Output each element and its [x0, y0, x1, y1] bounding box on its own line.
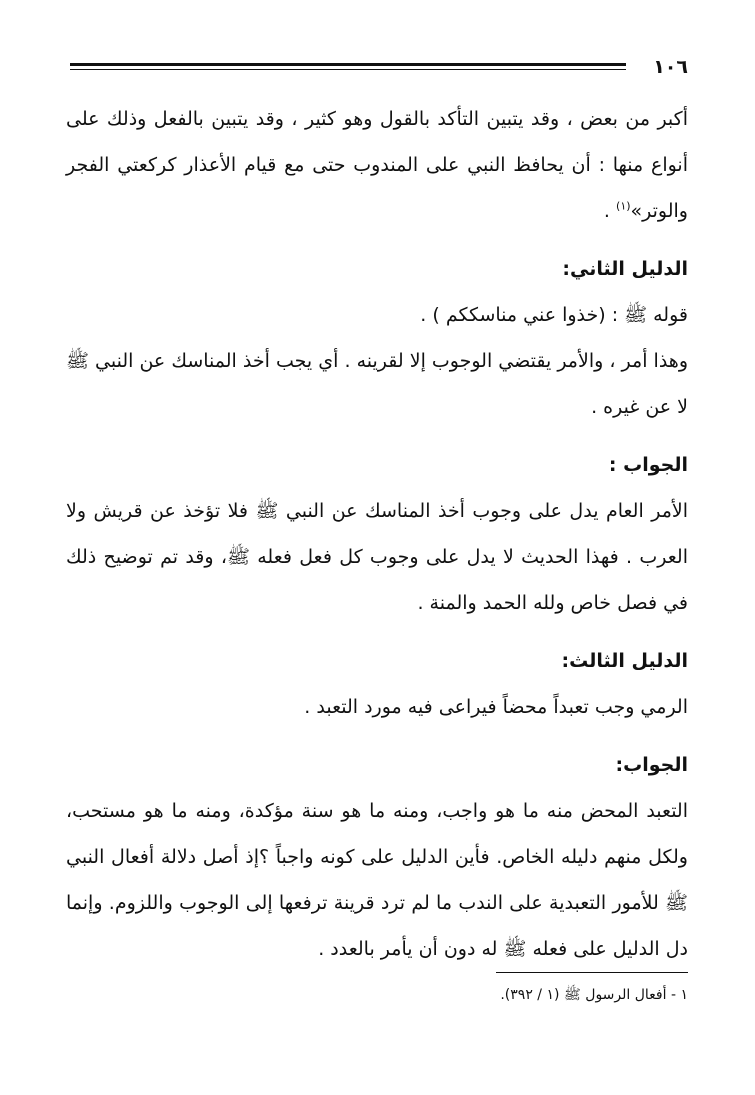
- header-rule-thin: [70, 69, 626, 70]
- paragraph-2b: وهذا أمر ، والأمر يقتضي الوجوب إلا لقرينه . أي يجب أخذ المناسك عن النبي ﷺ لا عن غيره .: [66, 350, 688, 418]
- paragraph-3: الأمر العام يدل على وجوب أخذ المناسك عن النبي ﷺ فلا تؤخذ عن قريش ولا العرب . فهذا الحديث لا يدل على وجوب كل فعل فعله ﷺ، وقد تم توضيح ذلك في فصل خاص ولله الحمد والمنة .: [66, 500, 688, 614]
- header-rule: [70, 63, 626, 66]
- page-number: ١٠٦: [653, 56, 688, 78]
- footnote-divider: [496, 972, 688, 973]
- paragraph-4: الرمي وجب تعبداً محضاً فيراعى فيه مورد التعبد .: [304, 696, 688, 718]
- page-header: [70, 56, 688, 78]
- paragraph-1: [66, 96, 688, 234]
- heading-second-evidence: الدليل الثاني:: [562, 258, 688, 280]
- heading-answer-2: الجواب:: [615, 754, 688, 776]
- footnote: ١ - أفعال الرسول ﷺ (١ / ٣٩٢).: [500, 987, 688, 1003]
- paragraph-5: التعبد المحض منه ما هو واجب، ومنه ما هو سنة مؤكدة، ومنه ما هو مستحب، ولكل منهم دليله الخاص. فأين الدليل على كونه واجباً ؟إذ أصل دلالة أفعال النبي ﷺ للأمور التعبدية على الندب ما لم ترد قرينة ترفعها إلى الوجوب واللزوم. وإنما دل الدليل على فعله ﷺ له دون أن يأمر بالعدد .: [66, 800, 688, 960]
- paragraph-2a: قوله ﷺ : (خذوا عني مناسككم ) .: [420, 304, 688, 326]
- main-text: [66, 96, 688, 972]
- paragraph-1-end: .: [603, 200, 617, 222]
- heading-answer-1: الجواب :: [608, 454, 688, 476]
- footnote-ref: (١): [616, 199, 631, 213]
- heading-third-evidence: الدليل الثالث:: [561, 650, 688, 672]
- paragraph-1-text: أكبر من بعض ، وقد يتبين التأكد بالقول وهو كثير ، وقد يتبين بالفعل وذلك على أنواع منها : أن يحافظ النبي على المندوب حتى مع قيام الأعذار كركعتي الفجر والوتر»: [66, 108, 688, 222]
